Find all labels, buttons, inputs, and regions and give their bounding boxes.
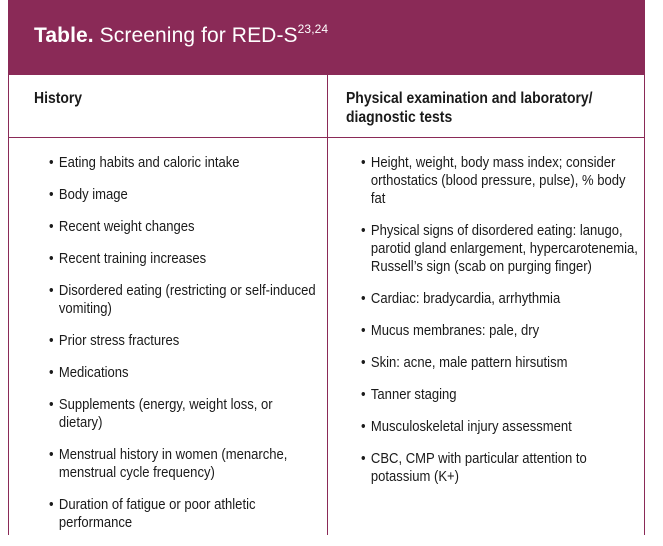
bullet-icon: • — [361, 355, 366, 371]
history-item — [49, 154, 319, 172]
exam-item-text: Musculoskeletal injury assessment — [370, 419, 572, 435]
exam-item — [361, 418, 640, 436]
history-item-text: Supplements (energy, weight loss, or dietary) — [58, 397, 273, 431]
exam-item-text: Mucus membranes: pale, dry — [370, 323, 540, 339]
exam-item-text: CBC, CMP with particular attention to potassium (K+) — [370, 451, 587, 485]
exam-item — [361, 450, 640, 486]
table-title-citation: 23,24 — [297, 22, 329, 36]
history-item-text: Body image — [58, 187, 128, 203]
history-item-text: Recent training increases — [58, 251, 207, 267]
table-title-text: Screening for RED-S — [99, 24, 298, 47]
exam-item-text: Cardiac: bradycardia, arrhythmia — [370, 291, 561, 307]
table-title-bar — [8, 0, 645, 75]
bullet-icon: • — [361, 419, 366, 435]
bullet-icon: • — [361, 323, 366, 339]
history-item — [49, 364, 319, 382]
history-item — [49, 396, 319, 432]
exam-column-header: Physical examination and laboratory/ diagnostic tests — [346, 90, 593, 126]
exam-item — [361, 322, 640, 340]
bullet-icon: • — [49, 251, 54, 267]
bullet-icon: • — [361, 223, 366, 239]
bullet-icon: • — [49, 497, 54, 513]
history-item-text: Duration of fatigue or poor athletic performance — [58, 497, 256, 531]
history-item-text: Recent weight changes — [58, 219, 195, 235]
history-item-text: Disordered eating (restricting or self-induced vomiting) — [58, 283, 316, 317]
history-item — [49, 186, 319, 204]
bullet-icon: • — [361, 155, 366, 171]
bullet-icon: • — [361, 451, 366, 467]
exam-item-text: Skin: acne, male pattern hirsutism — [370, 355, 568, 371]
bullet-icon: • — [361, 291, 366, 307]
bullet-icon: • — [361, 387, 366, 403]
bullet-icon: • — [49, 365, 54, 381]
exam-item — [361, 386, 640, 404]
exam-item-text: Tanner staging — [370, 387, 457, 403]
history-column-header: History — [34, 90, 83, 107]
bullet-icon: • — [49, 397, 54, 413]
history-item — [49, 496, 319, 532]
history-item — [49, 250, 319, 268]
screening-table — [8, 75, 645, 535]
exam-list — [361, 154, 640, 500]
bullet-icon: • — [49, 283, 54, 299]
history-item — [49, 332, 319, 350]
bullet-icon: • — [49, 333, 54, 349]
history-item-text: Medications — [58, 365, 129, 381]
table-title-label: Table. — [34, 24, 94, 47]
bullet-icon: • — [49, 447, 54, 463]
bullet-icon: • — [49, 187, 54, 203]
history-item — [49, 282, 319, 318]
history-item-text: Menstrual history in women (menarche, menstrual cycle frequency) — [58, 447, 288, 481]
bullet-icon: • — [49, 155, 54, 171]
history-item-text: Eating habits and caloric intake — [58, 155, 240, 171]
exam-item — [361, 222, 640, 276]
column-divider — [327, 75, 328, 535]
history-list — [49, 154, 319, 546]
history-item — [49, 446, 319, 482]
exam-item — [361, 354, 640, 372]
bullet-icon: • — [49, 219, 54, 235]
exam-item — [361, 154, 640, 208]
exam-item-text: Height, weight, body mass index; consider orthostatics (blood pressure, pulse), % body fat — [370, 155, 626, 207]
exam-item — [361, 290, 640, 308]
history-item-text: Prior stress fractures — [58, 333, 180, 349]
exam-item-text: Physical signs of disordered eating: lanugo, parotid gland enlargement, hypercarotenemia, Russell’s sign (scab on purging finger) — [370, 223, 638, 275]
history-item — [49, 218, 319, 236]
